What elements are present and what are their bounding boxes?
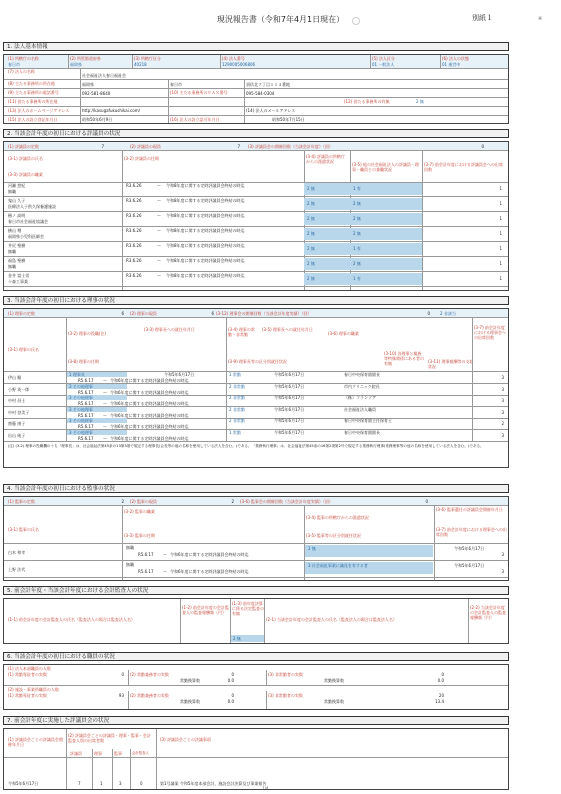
director-name: 中村 登美子: [8, 409, 30, 415]
director-role: 3 その他理事: [69, 395, 93, 400]
councilor-attendance: 1: [499, 201, 502, 206]
s6-fac-title: (2) 施設・事業所職員の人数: [8, 687, 59, 692]
councilor-attendance: 1: [499, 231, 502, 236]
s2-quota-label: (1) 評議員の定数: [8, 144, 39, 149]
director-term-start: R5.6.17: [78, 389, 94, 395]
councilor-term: 令和8年度に関する定時評議員会終結の時迄: [166, 213, 245, 218]
attachment-label: 別紙１: [472, 14, 493, 22]
director-name: 中村 昌士: [8, 398, 26, 403]
director-job: 春日中央保育園園長: [344, 372, 380, 377]
councilor-concurrent: 2 無: [353, 201, 361, 206]
s6-fac-f-value: 93: [118, 693, 124, 698]
auditor-term-start: R5.6.17: [138, 552, 154, 557]
section-4-title: 4. 当該会計年度の初日における監事の状況: [3, 484, 509, 493]
councilor-dispatch: 2 無: [307, 186, 315, 191]
section-1-title: 1. 法人基本情報: [3, 42, 509, 51]
director-term-start: R5.6.17: [78, 378, 94, 383]
director-job: 社会福祉法人職員: [344, 406, 376, 412]
s3-note: (注) (3-2) 理事の役職欄のうち「理事長」は、社会福祉法第45条の13第3項で規定する理事長(会長等の他の名称を使用している法人を含む。)である。「業務執行理事」は、社会福祉法第45条の16第2項第2号で規定する業務執行理事(常務理事等の他の名称を使用している法人を含む。)である。: [8, 444, 484, 448]
councilor-term-sep: 〜: [157, 273, 161, 278]
s6-hq-title: (1) 法人本部職員の人数: [8, 666, 51, 671]
rule: [4, 256, 508, 257]
s1-value-5: 01 一般法人: [372, 62, 395, 67]
section-4-block: [3, 496, 509, 581]
rule: [4, 560, 508, 561]
councilor-term-sep: 〜: [157, 243, 161, 248]
rule: [4, 286, 508, 287]
councilor-dispatch: 2 無: [307, 216, 315, 221]
councilor-job: 福岡県小児科医師会: [8, 234, 44, 239]
s3-quota-label: (1) 理事の定数: [8, 311, 35, 316]
director-term-sep: 〜: [103, 424, 107, 429]
director-term-start: R5.6.17: [78, 412, 94, 418]
rule: [4, 271, 508, 272]
s2-head-dispatch: (3-4) 評議員の所轄庁からの派遣状況: [306, 154, 345, 164]
s1-row1-value-2: 春日市: [170, 82, 182, 87]
director-fulltime: 2 非常勤: [229, 406, 245, 412]
director-job: 市内クリニック院長: [344, 383, 380, 389]
s6-hq-p-label: (3) 非常勤者の実数: [268, 672, 303, 677]
s2-head-concurrent: (3-5) 他の社会福祉法人の評議員・理事・職員との兼職状況: [352, 162, 419, 172]
s1-label-5: (5) 法人区分: [372, 56, 395, 61]
auditor-term: 令和6年度に関する定時評議員会終結の時迄: [170, 569, 249, 574]
councilor-term: 令和8年度に関する定時評議員会終結の時迄: [166, 243, 245, 248]
councilor-term-sep: 〜: [157, 183, 161, 188]
s6-hq-fte-value: 0.0: [227, 678, 234, 683]
councilor-job: 無職: [8, 264, 16, 269]
director-term-start: R5.6.17: [78, 435, 94, 441]
s1-label-4: (4) 法人番号: [222, 56, 245, 61]
councilor-dispatch: 2 無: [307, 276, 315, 281]
director-term: 令和6年度に関する定時評議員会終結の時迄: [110, 412, 189, 418]
s1-value-6: 01 運営中: [442, 62, 461, 67]
councilor-concurrent: 2 無: [353, 231, 361, 236]
s1-row1-label: (8) 主たる事務所の所在地: [8, 81, 55, 86]
page-number: 1/4: [262, 786, 269, 791]
director-term-sep: 〜: [103, 378, 107, 383]
section-6-title: 6. 当該会計年度の初日における職員の状況: [3, 652, 509, 661]
director-attendance: 2: [501, 421, 504, 426]
auditor-attendance: 3: [501, 569, 504, 574]
s1-row4-value: http://kasugafukushikai.com/: [82, 108, 140, 113]
director-attendance: 3: [501, 409, 504, 415]
s7-sub-councilor: 評議員: [70, 751, 82, 756]
councilor-start: R3.6.26: [126, 213, 142, 218]
s4-quota-value: 2: [121, 499, 124, 504]
auditor-attendance: 3: [501, 552, 504, 557]
director-term-start: R5.6.17: [78, 424, 94, 429]
councilor-concurrent: 1 有: [353, 186, 361, 191]
rule: [4, 196, 508, 197]
page-title: 現況報告書（令和7年4月1日現在）: [216, 15, 345, 24]
councilor-dispatch: 2 無: [307, 231, 315, 236]
director-term: 令和6年度に関する定時評議員会終結の時迄: [110, 401, 189, 406]
auditor-term-sep: 〜: [163, 569, 167, 574]
councilor-term-sep: 〜: [157, 198, 161, 203]
councilor-term: 令和8年度に関する定時評議員会終結の時迄: [166, 228, 245, 233]
s5-head-prev-name: (1-1) 前会計年度の会計監査人の氏名（監査法人の場合は監査法人名）: [8, 617, 135, 622]
auditor-term-sep: 〜: [163, 552, 167, 557]
councilor-name: 鬼山 久子: [8, 198, 26, 203]
s6-hq-c-label: (2) 常勤兼務者の実数: [130, 672, 169, 677]
s1-row2-value-2: 095-584-0304: [246, 91, 275, 96]
councilor-start: R3.6.26: [126, 183, 142, 188]
director-attendance: 3: [501, 375, 504, 380]
section-7-block: [3, 728, 509, 790]
councilor-name: 福島 聖樹: [8, 258, 26, 263]
s7-head-decision: (3) 評議員会ごとの決議事項: [160, 737, 211, 742]
s3-head-fulltime: (3-4) 理事の常勤・非常勤: [228, 327, 255, 337]
director-role: 3 その他理事: [69, 429, 93, 435]
s6-hq-c-value: 0: [231, 672, 234, 677]
councilor-term-sep: 〜: [157, 228, 161, 233]
councilor-job: 医療法人子供久保養護施設: [8, 204, 56, 209]
s7-decision: 第1号議案 令和5年度本部会計、施設会計決算及び事業報告: [160, 781, 267, 786]
director-fulltime: 2 非常勤: [229, 395, 245, 400]
director-fulltime: 2 非常勤: [229, 418, 245, 423]
s6-hq-fte-label: 常勤換算数: [180, 678, 200, 683]
auditor-name: 白木 和幸: [8, 550, 26, 555]
director-term-sep: 〜: [103, 412, 107, 418]
director-date: 令和5年6月17日: [274, 372, 305, 377]
director-job: 春日中央保育園園長: [344, 429, 380, 435]
s3-head-term: (3-8) 理事の任期: [68, 359, 99, 364]
auditor-elected: 令和5年6月17日: [454, 563, 485, 568]
councilor-attendance: 1: [499, 261, 502, 266]
director-date: 令和5年6月17日: [274, 429, 305, 435]
councilor-term: 令和8年度に関する定時評議員会終結の時迄: [166, 258, 245, 263]
s4-meetings-label: (3-6) 監事会の開催回数（当該会計年度実績）（回）: [240, 499, 333, 504]
s7-accountants: 0: [140, 781, 143, 786]
councilor-term-sep: 〜: [157, 213, 161, 218]
s1-label-6: (6) 法人の状態: [442, 56, 469, 61]
auditor-class: 3 社会福祉事業に識見を有する者: [308, 563, 368, 568]
director-attendance: 3: [501, 432, 504, 438]
s6-fac-c-label: (2) 常勤兼務者の実数: [130, 693, 169, 698]
auditor-job: 無職: [126, 545, 134, 550]
s1-label-3: (3) 所轄庁区分: [134, 56, 161, 61]
councilor-dispatch: 2 無: [307, 261, 315, 266]
rule: [4, 241, 508, 242]
s2-current-value: 7: [237, 144, 240, 149]
s4-current-value: 2: [231, 499, 234, 504]
councilor-concurrent: 1 有: [353, 276, 361, 281]
s1-row2-label: (9) 主たる事務所の電話番号: [8, 90, 59, 95]
s4-head-class: (3-5) 監事等の区分別就任状況: [306, 533, 361, 538]
s3-head-class: (3-9) 理事長等の区分別就任状況: [228, 359, 287, 364]
s1-row3-label: (11) 従たる事務所の所在地: [8, 99, 58, 104]
s6-fac-p-label: (3) 非常勤者の実数: [268, 693, 303, 698]
rule: [4, 226, 508, 227]
councilor-attendance: 1: [499, 186, 502, 191]
s2-head-job: (3-3) 評議員の職業: [8, 172, 43, 177]
councilor-attendance: 1: [499, 246, 502, 251]
section-2-title: 2. 当該会計年度の初日における評議員の状況: [3, 129, 509, 138]
director-date: 令和5年6月17日: [274, 418, 305, 423]
director-role: 3 その他理事: [69, 406, 93, 412]
director-job: （株）フランソア: [344, 395, 376, 400]
s4-head-job: (3-2) 監事の職業: [124, 509, 155, 514]
s2-current-label: (2) 評議員の現員: [130, 144, 161, 149]
councilor-start: R3.6.26: [126, 243, 142, 248]
s3-flag-value: 2 非該当: [440, 311, 456, 316]
section-7-title: 7. 前会計年度に実施した評議員会の状況: [3, 716, 509, 725]
director-fulltime: 1 常勤: [229, 429, 241, 435]
s1-value-2: 福岡県: [70, 62, 82, 67]
s7-date: 令和5年6月17日: [8, 781, 39, 786]
s6-hq-p-value: 0: [441, 672, 444, 677]
s6-hq-fte2-label: 常勤換算数: [324, 678, 344, 683]
director-date: 令和5年6月17日: [274, 406, 305, 412]
section-6-block: [3, 664, 509, 710]
s6-fac-fte-label: 常勤換算数: [180, 699, 200, 704]
s3-head-role: (3-2) 理事の役職(注): [68, 331, 107, 336]
s4-current-label: (2) 監事の現員: [130, 499, 157, 504]
s4-head-dispatch: (3-4) 監事の所轄庁からの派遣状況: [306, 515, 369, 520]
director-appointed: 令和5年6月17日: [164, 372, 195, 377]
director-term-sep: 〜: [103, 389, 107, 395]
director-term: 令和6年度に関する定時評議員会終結の時迄: [110, 389, 189, 395]
s3-head-relatives: (3-10) 各理事と親族等特殊関係にある者の有無: [384, 351, 424, 366]
director-attendance: 3: [501, 398, 504, 403]
s7-sub-director: 理事: [94, 751, 102, 756]
s4-head-elected: (3-6) 監事選任の評議員会開催年月日: [436, 507, 503, 512]
s4-meetings-value: 0: [425, 499, 428, 504]
s1-row2-label-2: (10) 主たる事務所のＦＡＸ番号: [170, 90, 228, 95]
councilor-dispatch: 2 無: [307, 246, 315, 251]
s1-value-3: 40218: [134, 62, 147, 67]
auditor-job: 無職: [126, 562, 134, 567]
councilor-name: 井尻 聖樹: [8, 243, 26, 248]
s6-fac-fte-value: 0.0: [227, 699, 234, 704]
s6-hq-f-value: 0: [121, 672, 124, 677]
s7-directors: 1: [100, 781, 103, 786]
s5-head-cur-fee: (2-2) 当該会計年度の会計監査人の監査報酬額（円）: [470, 605, 506, 620]
director-date: 令和5年6月17日: [274, 383, 305, 389]
auditor-term-start: R5.6.17: [138, 569, 154, 574]
rule: [4, 211, 508, 212]
councilor-job: 春日市社会福祉協議会: [8, 219, 48, 224]
corner-mark: ※: [538, 16, 543, 22]
councilor-start: R3.6.26: [126, 198, 142, 203]
s3-head-attendance: (3-7) 前会計年度における理事会への出席回数: [474, 325, 506, 340]
s4-head-name: (3-1) 監事の氏名: [8, 527, 39, 532]
s5-head-prev-fee: (1-2) 前会計年度の会計監査人の監査報酬額（円）: [182, 605, 229, 615]
s2-quota-value: 7: [101, 144, 104, 149]
councilor-name: 横山 増: [8, 228, 22, 233]
s4-quota-label: (1) 監事の定数: [8, 499, 35, 504]
s6-fac-fte2-value: 13.4: [435, 699, 444, 704]
councilor-dispatch: 2 無: [307, 201, 315, 206]
s1-row4-label: (13) 法人のホームページアドレス: [8, 108, 70, 113]
s3-head-job: (3-6) 理事の職業: [328, 331, 359, 336]
s5-head-audit: (1-3) 前年度決算に係る法定監査の有無: [232, 601, 264, 616]
director-term-sep: 〜: [103, 435, 107, 441]
councilor-job: 十森工事業: [8, 279, 28, 284]
s6-fac-c-value: 0: [231, 693, 234, 698]
section-2-block: [3, 141, 509, 291]
auditor-class: 2 無: [308, 546, 316, 551]
s1-row1-value: 福岡県: [82, 82, 94, 87]
s3-current-value: 6: [211, 311, 214, 316]
councilor-term: 令和8年度に関する定時評議員会終結の時迄: [166, 183, 245, 188]
s3-quota-value: 6: [121, 311, 124, 316]
s6-fac-fte2-label: 常勤換算数: [324, 699, 344, 704]
councilor-start: R3.6.26: [126, 228, 142, 233]
s7-head-date: (1) 評議員会ごとの評議員会開催年月日: [8, 737, 63, 747]
s3-head-pay: (3-11) 理事報酬等の支給状況: [428, 359, 474, 369]
s2-head-term: (3-2) 評議員の任期: [124, 156, 159, 161]
s1-row5-value: 昭和50年6月9日: [82, 117, 113, 122]
s2-meetings-label: (3) 評議員会の開催回数（当該会計年度）（回）: [248, 144, 333, 149]
councilor-concurrent: 1 有: [353, 246, 361, 251]
rule: [4, 577, 508, 578]
s3-head-date: (3-5) 理事長への就任年月日: [262, 327, 313, 332]
councilor-job: 無職: [8, 249, 16, 254]
director-fulltime: 1 常勤: [229, 372, 241, 377]
director-date: 令和5年6月17日: [274, 395, 305, 400]
s3-head-appointed: (3-3) 理事長への就任年月日: [144, 327, 195, 332]
s6-fac-f-label: (1) 常勤専従者の実数: [8, 693, 47, 698]
s1-label-2: (2) 所管都道府県: [70, 56, 101, 61]
section-3-block: [3, 308, 509, 468]
s1-row1-value-3: 須玖北７丁目１１４番地: [246, 82, 290, 87]
s2-head-attendance: (3-7) 前会計年度における評議員会への出席回数: [424, 162, 503, 172]
section-1-block: [3, 54, 509, 124]
director-term-sep: 〜: [103, 401, 107, 406]
director-term-start: R5.6.17: [78, 401, 94, 406]
councilor-term: 令和8年度に関する定時評議員会終結の時迄: [166, 273, 245, 278]
s3-current-label: (2) 理事の現員: [130, 311, 157, 316]
director-name: 齋藤 康子: [8, 421, 26, 426]
auditor-elected: 令和5年6月17日: [454, 546, 485, 551]
rule: [4, 441, 508, 442]
councilor-start: R3.6.26: [126, 258, 142, 263]
s1-label-1: (1) 所轄庁の名称: [8, 56, 39, 61]
s5-audit-value: 2 無: [233, 636, 241, 641]
section-3-title: 3. 当該会計年度の初日における理事の状況: [3, 296, 509, 305]
councilor-concurrent: 2 無: [353, 216, 361, 221]
councilor-term-sep: 〜: [157, 258, 161, 263]
section-5-block: [3, 598, 509, 644]
s2-head-name: (3-1) 評議員の氏名: [8, 156, 43, 161]
director-fulltime: 2 非常勤: [229, 383, 245, 389]
punch-hole: [352, 17, 360, 25]
director-job: 春日中央保育園主任保育士: [344, 418, 392, 423]
auditor-name: 上野 法代: [8, 567, 26, 572]
s1-row5-value-2: 昭和50年7月15日: [272, 117, 305, 122]
s3-head-name: (3-1) 理事の氏名: [8, 347, 39, 352]
s4-head-attendance: (3-7) 前会計年度における理事会への出席回数: [436, 527, 507, 537]
director-term: 令和6年度に関する定時評議員会終結の時迄: [110, 424, 189, 429]
s6-fac-p-value: 20: [438, 693, 444, 698]
councilor-attendance: 1: [499, 216, 502, 221]
councilor-concurrent: 2 無: [353, 261, 361, 266]
s7-sub-auditor: 監事: [114, 751, 122, 756]
s1-name-value: 社会福祉法人春日福祉会: [82, 73, 126, 78]
councilor-attendance: 1: [499, 276, 502, 281]
director-role: 3 その他理事: [69, 383, 93, 389]
s1-row5-label-2: (16) 法人の設立認可年月日: [170, 117, 220, 122]
auditor-term: 令和6年度に関する定時評議員会終結の時迄: [170, 552, 249, 557]
director-term: 令和6年度に関する定時評議員会終結の時迄: [110, 378, 189, 383]
s5-head-cur-name: (2-1) 当該会計年度の会計監査人の氏名（監査法人の場合は監査法人名）: [266, 617, 397, 622]
s6-hq-fte2-value: 0.0: [437, 678, 444, 683]
s1-row3-label-2: (12) 従たる事務所の有無: [344, 99, 390, 104]
s1-row4-label-2: (14) 法人のメールアドレス: [246, 108, 296, 113]
s7-sub-accountant: 会計監査人: [132, 751, 149, 755]
councilor-start: R3.6.26: [126, 273, 142, 278]
director-role: 3 その他理事: [69, 418, 93, 423]
director-name: 出山 純子: [8, 432, 26, 438]
section-5-title: 5. 前会計年度・当該会計年度における会計監査人の状況: [3, 586, 509, 595]
councilor-name: 金井 富士男: [8, 273, 30, 278]
councilor-job: 無職: [8, 189, 16, 194]
councilor-name: 檀ノ 高明: [8, 213, 26, 218]
s7-auditors: 3: [119, 781, 122, 786]
director-role: 1 理事長: [69, 372, 85, 377]
s2-meetings-value: 0: [481, 144, 484, 149]
s6-hq-f-label: (1) 常勤専従者の実数: [8, 672, 47, 677]
director-attendance: 3: [501, 386, 504, 392]
s1-value-4: 1290005006806: [222, 62, 256, 67]
s3-meetings-value: 0: [427, 311, 430, 316]
s1-value-1: 春日市: [8, 62, 20, 67]
s1-row5-label: (15) 法人の設立登記年月日: [8, 117, 58, 122]
s7-councilors: 7: [78, 781, 81, 786]
director-name: 小野 英一郎: [8, 386, 30, 392]
s4-head-term: (3-3) 監事の任期: [124, 533, 155, 538]
s7-head-attendance: (2) 評議員会ごとの評議員・理事・監事・会計監査人別の出席者数: [68, 733, 151, 743]
councilor-term: 令和8年度に関する定時評議員会終結の時迄: [166, 198, 245, 203]
councilor-name: 河瀬 悠紀: [8, 183, 26, 188]
s3-meetings-label: (3-12) 理事会の開催回数（当該会計年度実績）（回）: [216, 311, 312, 316]
director-term: 令和6年度に関する定時評議員会終結の時迄: [110, 435, 189, 441]
s1-name-label: (7) 法人の名称: [8, 69, 35, 74]
s1-row2-value: 092-581-8640: [82, 91, 111, 96]
director-name: 伊山 順: [8, 375, 22, 380]
s1-row3-value-2: 2 無: [416, 99, 424, 104]
